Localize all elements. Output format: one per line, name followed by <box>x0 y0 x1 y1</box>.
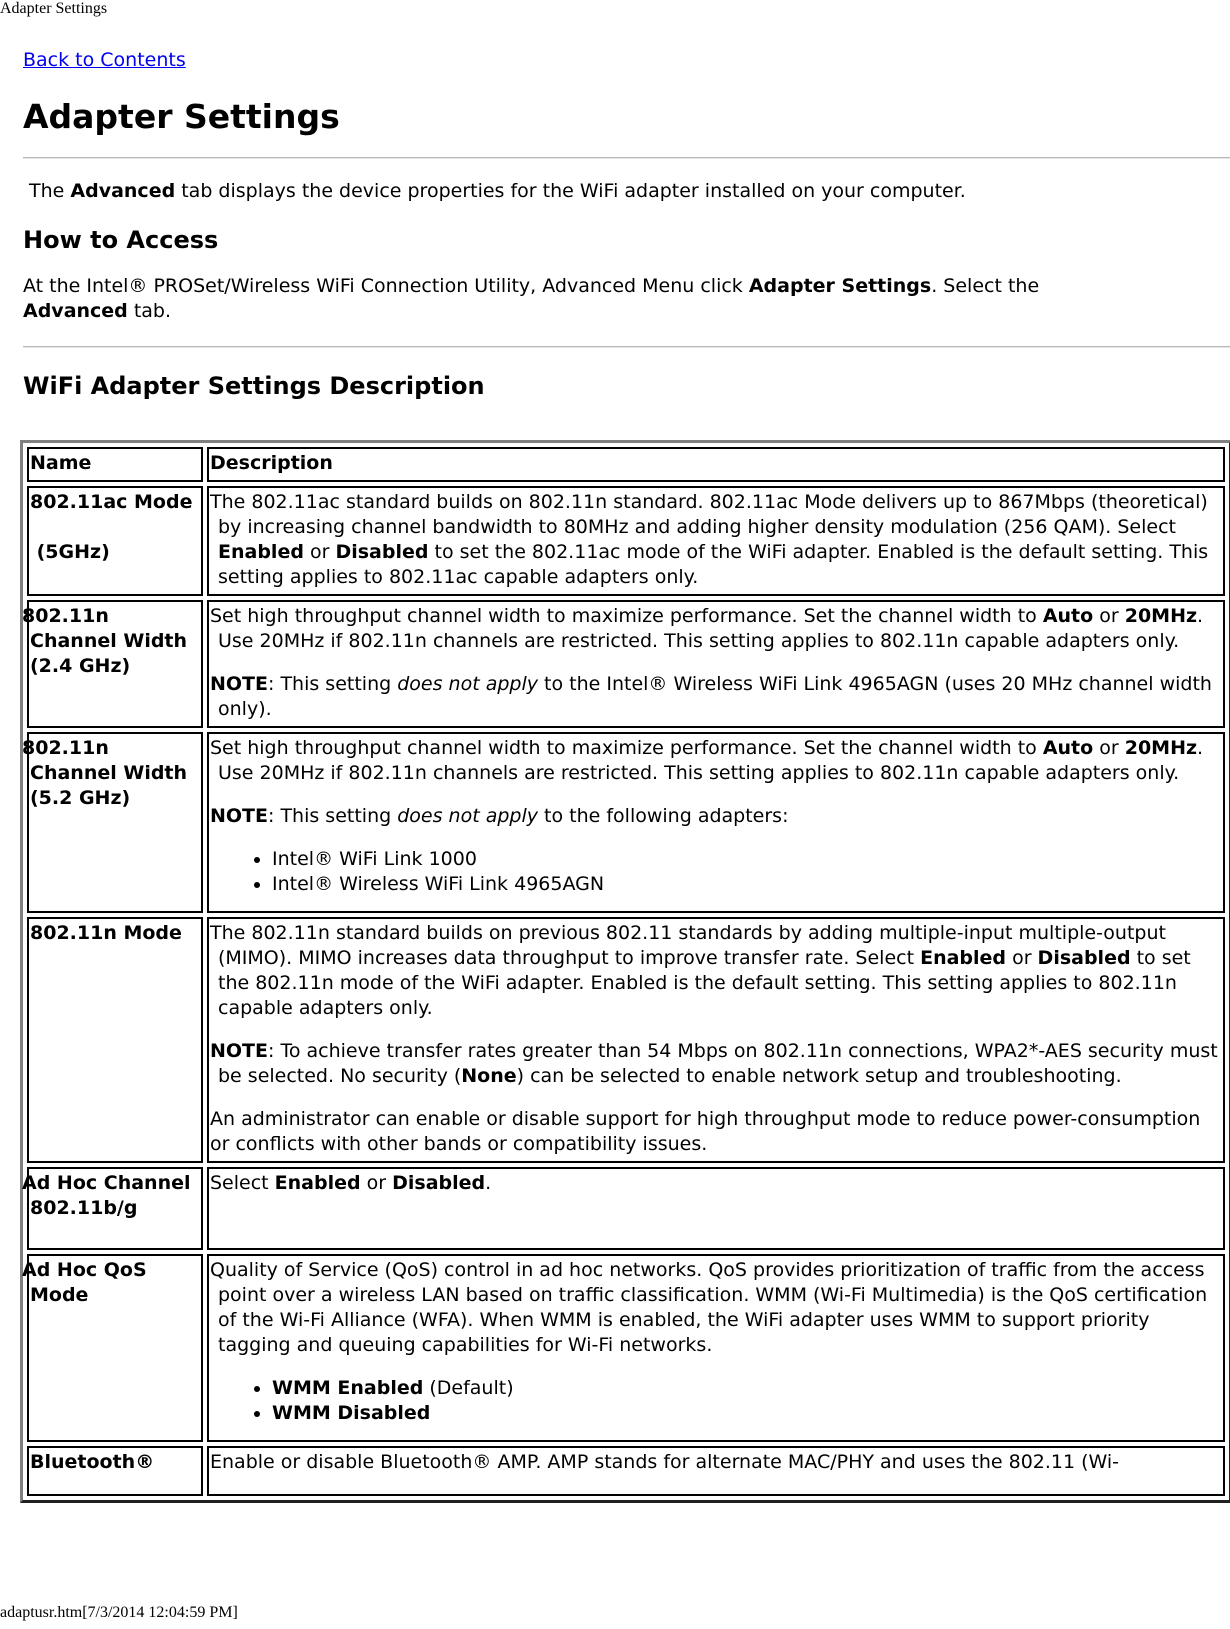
setting-name: 802.11ac Mode (5GHz) <box>27 486 203 596</box>
setting-description: The 802.11ac standard builds on 802.11n standard. 802.11ac Mode delivers up to 867Mbps (theoretical) by increasing channel bandwidth to 80MHz and adding higher density modulation (256 QAM). Select Enabled or Disabled to set the 802.11ac mode of the WiFi adapter. Enabled is the default setting. This setting applies to 802.11ac capable adapters only. <box>207 486 1225 596</box>
page-title: Adapter Settings <box>23 97 340 136</box>
setting-name: Bluetooth® <box>27 1446 203 1496</box>
print-footer: adaptusr.htm[7/3/2014 12:04:59 PM] <box>0 1604 238 1621</box>
how-to-access-heading: How to Access <box>23 225 219 254</box>
how-to-access-text: At the Intel® PROSet/Wireless WiFi Connection Utility, Advanced Menu click Adapter Settings. Select the Advanced tab. <box>23 275 1040 323</box>
print-header: Adapter Settings <box>0 0 108 17</box>
document-content <box>23 46 1230 401</box>
setting-description: The 802.11n standard builds on previous 802.11 standards by adding multiple-input multiple-output (MIMO). MIMO increases data throughput to improve transfer rate. Select Enabled or Disabled to set the 802.11n mode of the WiFi adapter. Enabled is the default setting. This setting applies to 802.11n capable adapters only. NOTE: To achieve transfer rates greater than 54 Mbps on 802.11n connections, WPA2*-AES security must be selected. No security (None) can be selected to enable network setup and troubleshooting. An administrator can enable or disable support for high throughput mode to reduce power-consumption or conflicts with other bands or compatibility issues. <box>207 917 1225 1163</box>
table-row <box>27 732 1225 913</box>
header-name: Name <box>27 447 203 482</box>
setting-name: Ad Hoc QoS Mode <box>27 1254 203 1442</box>
setting-description: Set high throughput channel width to maximize performance. Set the channel width to Auto or 20MHz. Use 20MHz if 802.11n channels are restricted. This setting applies to 802.11n capable adapters only. NOTE: This setting does not apply to the Intel® Wireless WiFi Link 4965AGN (uses 20 MHz channel width only). <box>207 600 1225 728</box>
setting-name: 802.11n Channel Width (5.2 GHz) <box>27 732 203 913</box>
divider <box>23 157 1230 159</box>
divider <box>23 346 1230 348</box>
list-item: • Intel® WiFi Link 1000 <box>272 847 1222 872</box>
header-description: Description <box>207 447 1225 482</box>
wmm-list <box>210 1376 1222 1426</box>
settings-description-heading: WiFi Adapter Settings Description <box>23 372 485 401</box>
list-item: • WMM Disabled <box>272 1401 1222 1426</box>
table-row <box>27 917 1225 1163</box>
table-row <box>27 486 1225 596</box>
back-to-contents-link[interactable]: Back to Contents <box>23 49 186 71</box>
table-row <box>27 1446 1225 1496</box>
settings-table-wrapper <box>20 440 1230 1503</box>
table-row <box>27 600 1225 728</box>
setting-description: Select Enabled or Disabled. <box>207 1167 1225 1250</box>
adapter-list <box>210 847 1222 897</box>
setting-name: Ad Hoc Channel 802.11b/g <box>27 1167 203 1250</box>
setting-name: 802.11n Mode <box>27 917 203 1163</box>
setting-name: 802.11n Channel Width (2.4 GHz) <box>27 600 203 728</box>
list-item: • Intel® Wireless WiFi Link 4965AGN <box>272 872 1222 897</box>
setting-description: Enable or disable Bluetooth® AMP. AMP stands for alternate MAC/PHY and uses the 802.11 (Wi- <box>207 1446 1225 1496</box>
settings-table <box>20 440 1230 1503</box>
setting-description: Quality of Service (QoS) control in ad hoc networks. QoS provides prioritization of traffic from the access point over a wireless LAN based on traffic classification. WMM (Wi-Fi Multimedia) is the QoS certification of the Wi-Fi Alliance (WFA). When WMM is enabled, the WiFi adapter uses WMM to support priority tagging and queuing capabilities for Wi-Fi networks. • WMM Enabled (Default) • WMM Disabled <box>207 1254 1225 1442</box>
table-header-row <box>27 447 1225 482</box>
intro-paragraph: The Advanced tab displays the device properties for the WiFi adapter installed on your computer. <box>29 179 966 202</box>
list-item: • WMM Enabled (Default) <box>272 1376 1222 1401</box>
table-row <box>27 1254 1225 1442</box>
table-row <box>27 1167 1225 1250</box>
setting-description: Set high throughput channel width to maximize performance. Set the channel width to Auto or 20MHz. Use 20MHz if 802.11n channels are restricted. This setting applies to 802.11n capable adapters only. NOTE: This setting does not apply to the following adapters: • Intel® WiFi Link 1000 • Intel® Wireless WiFi Link 4965AGN <box>207 732 1225 913</box>
